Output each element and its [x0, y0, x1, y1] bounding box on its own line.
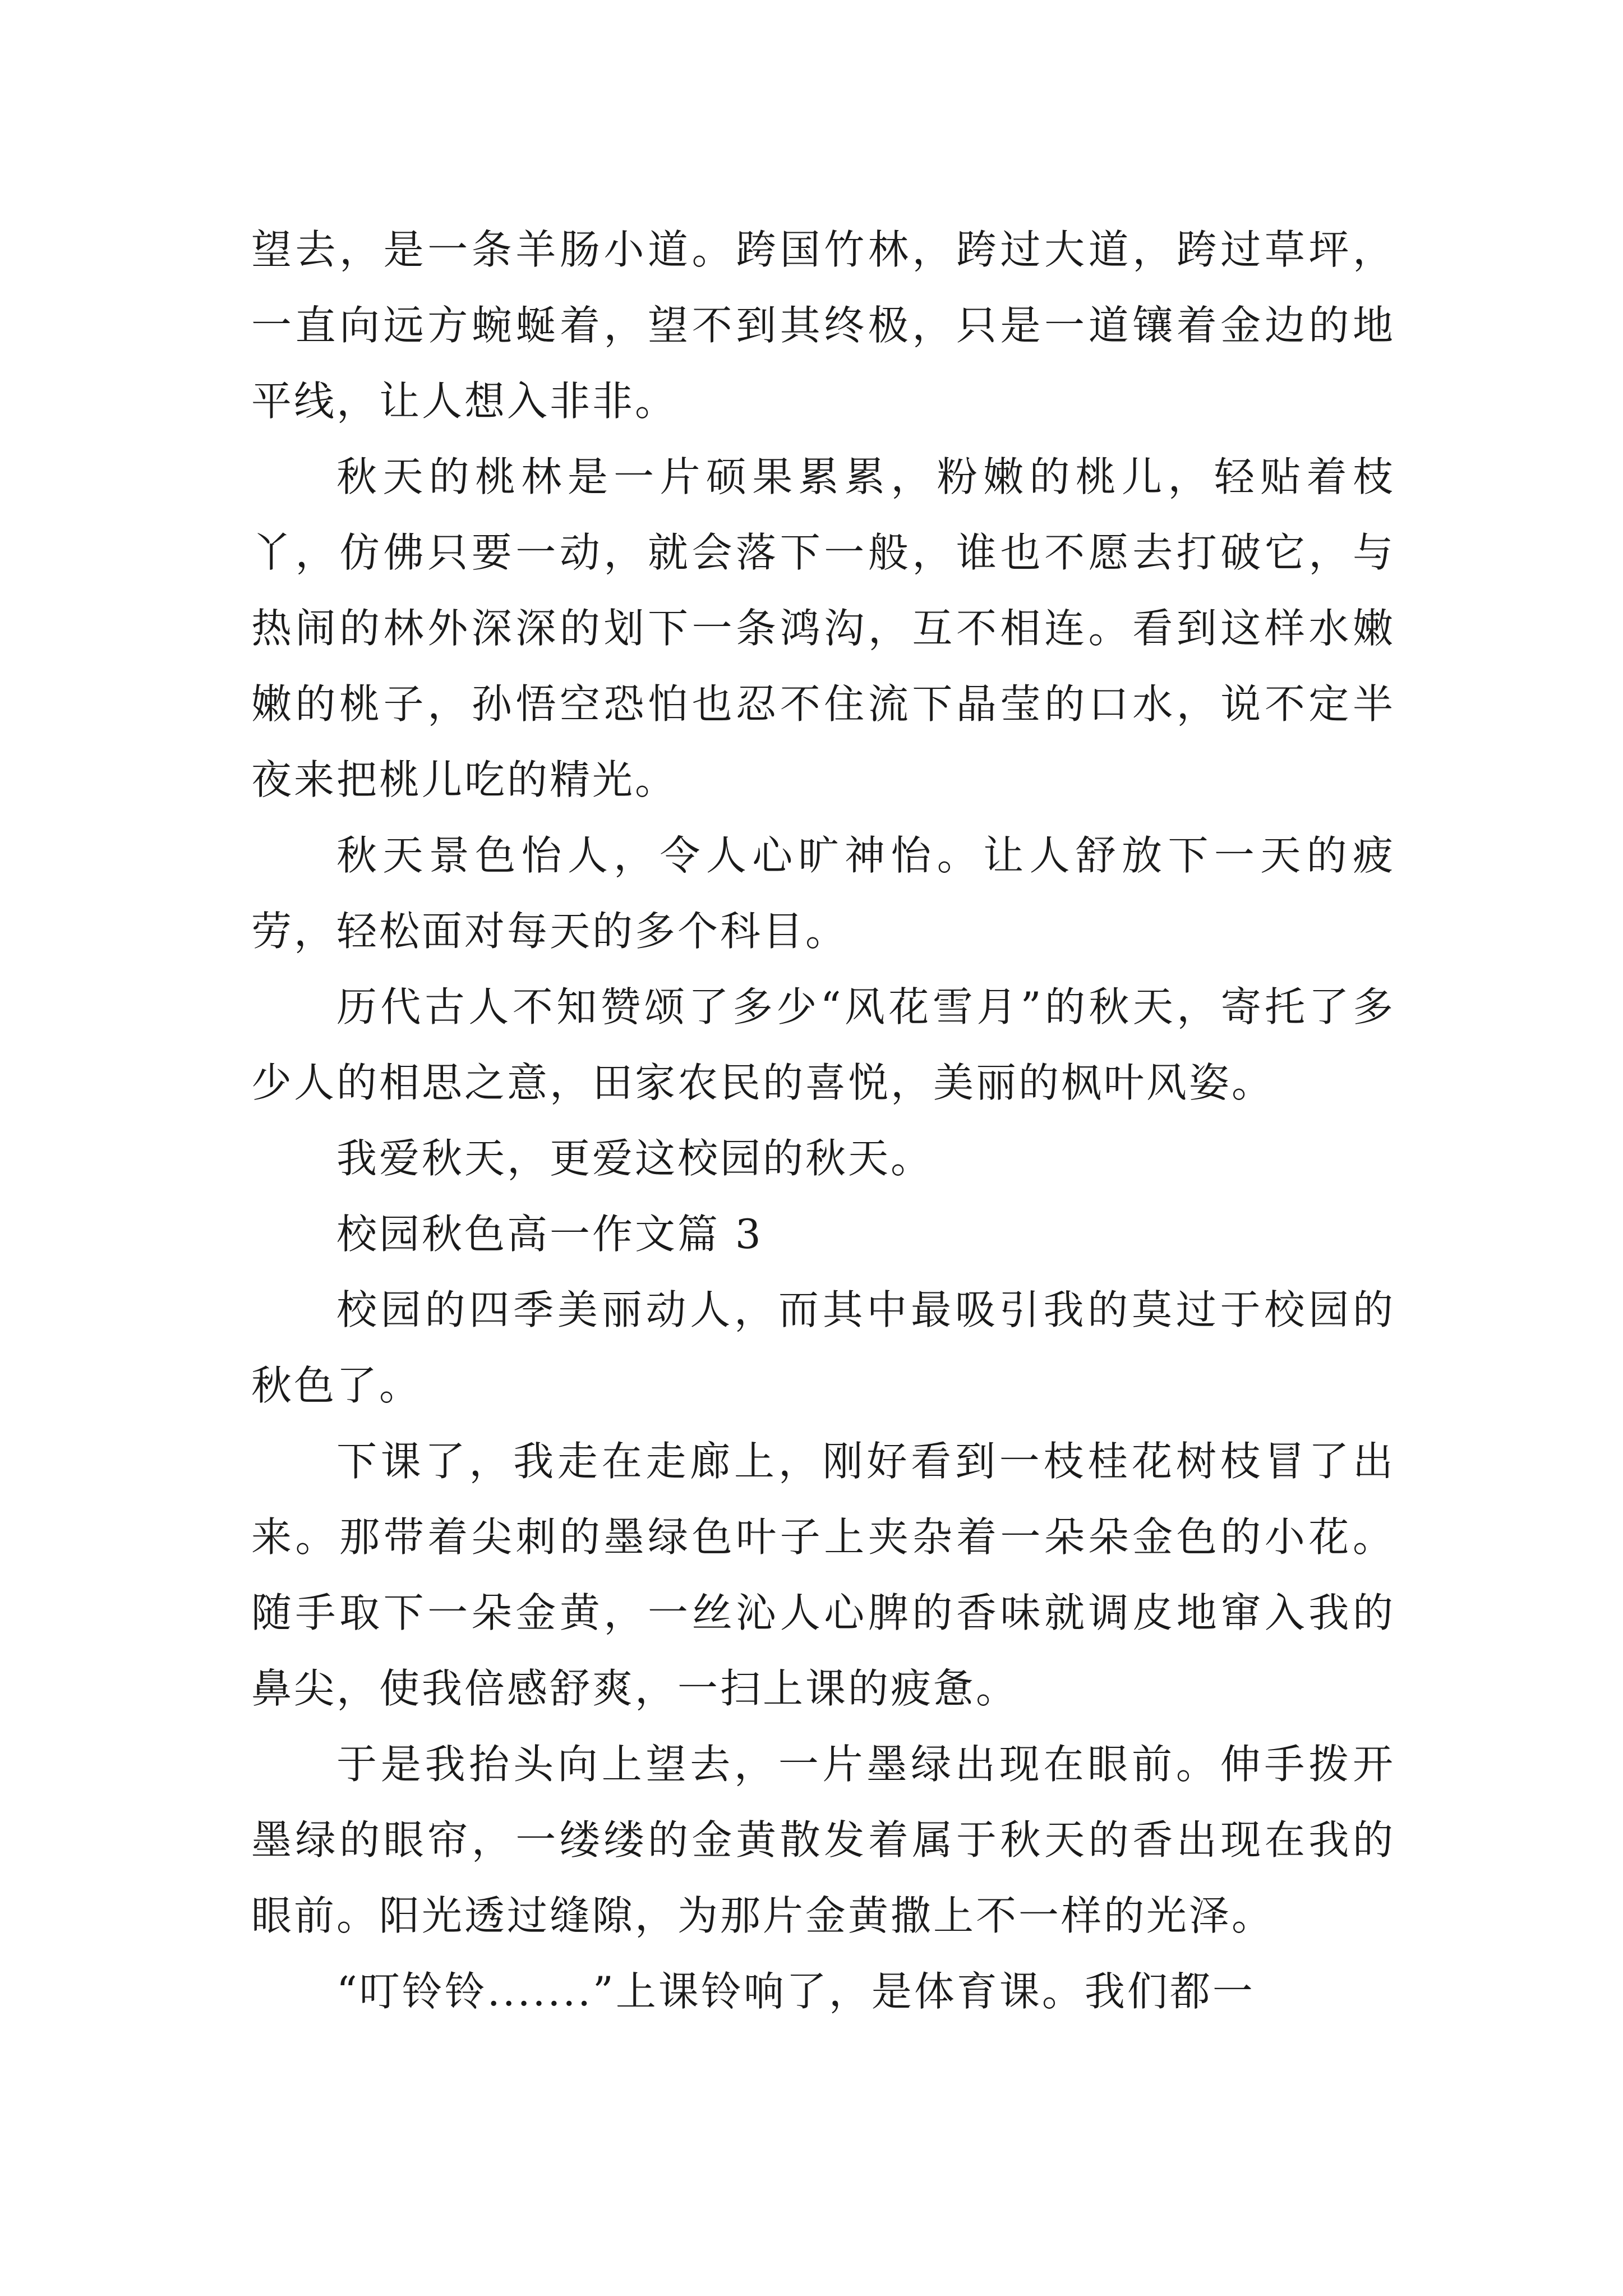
paragraph: 我爱秋天，更爱这校园的秋天。: [336, 1135, 934, 1182]
paragraph: 秋天的桃林是一片硕果累累，粉嫩的桃儿，轻贴着枝丫，仿佛只要一动，就会落下一般，谁也不愿去打破它，与热闹的林外深深的划下一条鸿沟，互不相连。看到这样水嫩嫩的桃子，孙悟空恐怕也忍不住流下晶莹的口水，说不定半夜来把桃儿吃的精光。: [251, 453, 1395, 803]
paragraph: “叮铃铃.......”上课铃响了，是体育课。我们都一: [336, 1968, 1255, 2015]
paragraph: 秋天景色怡人，令人心旷神怡。让人舒放下一天的疲劳，轻松面对每天的多个科目。: [251, 832, 1395, 955]
paragraph: 校园的四季美丽动人，而其中最吸引我的莫过于校园的秋色了。: [251, 1286, 1395, 1409]
paragraph: 望去，是一条羊肠小道。跨国竹林，跨过大道，跨过草坪，一直向远方蜿蜒着，望不到其终极，只是一道镶着金边的地平线，让人想入非非。: [251, 226, 1395, 425]
paragraph: 于是我抬头向上望去，一片墨绿出现在眼前。伸手拨开墨绿的眼帘，一缕缕的金黄散发着属于秋天的香出现在我的眼前。阳光透过缝隙，为那片金黄撒上不一样的光泽。: [251, 1741, 1395, 1939]
paragraph: 下课了，我走在走廊上，刚好看到一枝桂花树枝冒了出来。那带着尖刺的墨绿色叶子上夹杂着一朵朵金色的小花。随手取下一朵金黄，一丝沁人心脾的香味就调皮地窜入我的鼻尖，使我倍感舒爽，一扫上课的疲惫。: [251, 1438, 1395, 1712]
document-body: [251, 212, 1395, 2030]
section-heading: 校园秋色高一作文篇 3: [336, 1211, 763, 1258]
paragraph: 历代古人不知赞颂了多少“风花雪月”的秋天，寄托了多少人的相思之意，田家农民的喜悦，美丽的枫叶风姿。: [251, 983, 1395, 1106]
